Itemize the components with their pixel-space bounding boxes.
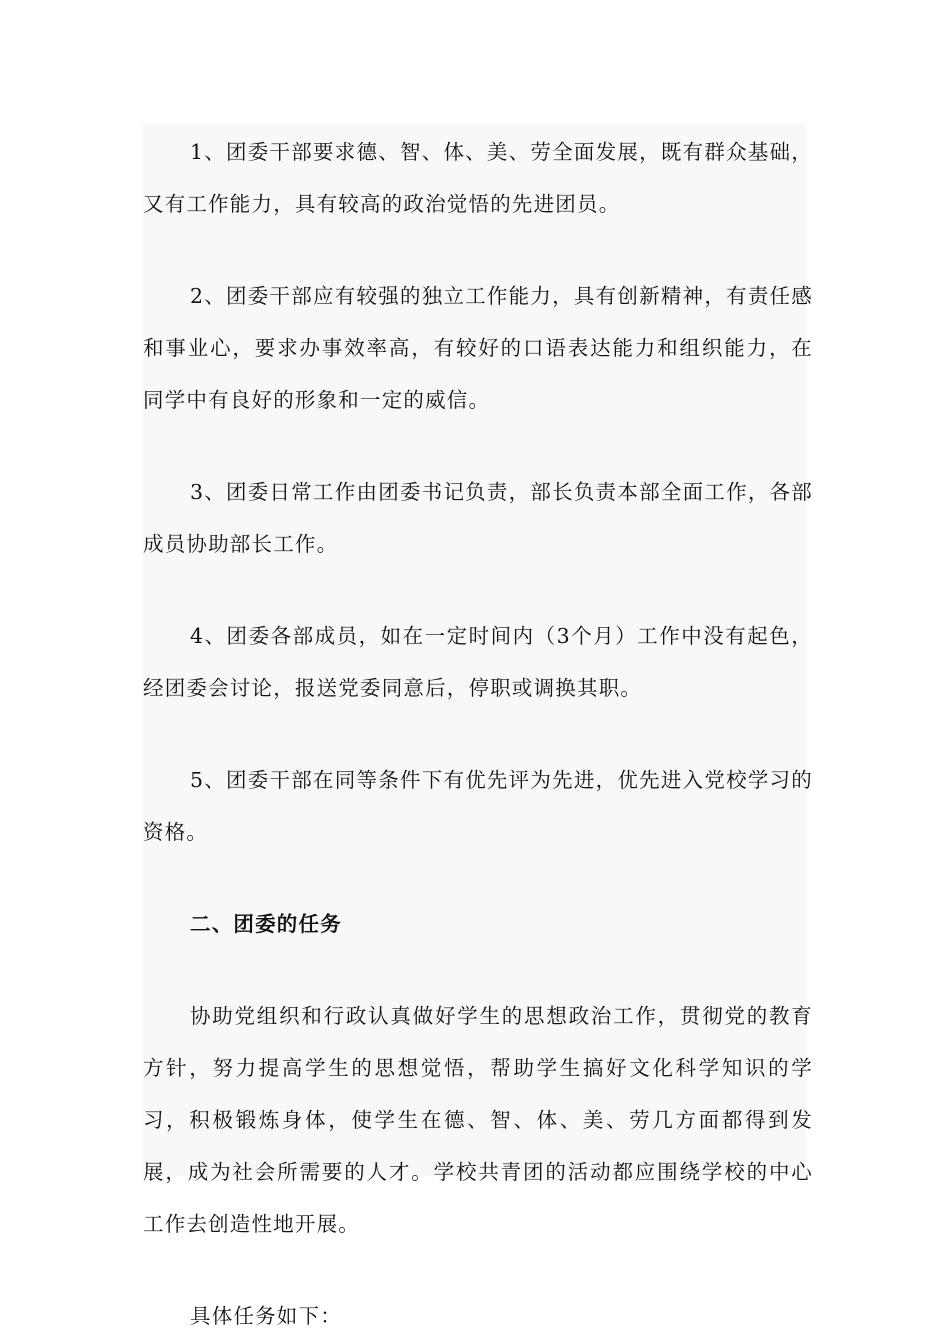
task-paragraph: 协助党组织和行政认真做好学生的思想政治工作，贯彻党的教育方针，努力提高学生的思想觉悟，帮助学生搞好文化科学知识的学习，积极锻炼身体，使学生在德、智、体、美、劳几方面都得到发展，成为社会所需要的人才。学校共青团的活动都应围绕学校的中心工作去创造性地开展。 [143,1004,813,1236]
paragraph-3: 3、团委日常工作由团委书记负责，部长负责本部全面工作，各部成员协助部长工作。 [143,480,813,556]
paragraph-5: 5、团委干部在同等条件下有优先评为先进，优先进入党校学习的资格。 [143,768,813,844]
document-text-block [143,124,813,1328]
section-heading: 二、团委的任务 [190,912,342,936]
tasks-intro: 具体任务如下： [190,1304,342,1328]
paragraph-2: 2、团委干部应有较强的独立工作能力，具有创新精神，有责任感和事业心，要求办事效率高，有较好的口语表达能力和组织能力，在同学中有良好的形象和一定的威信。 [143,284,813,412]
paragraph-1: 1、团委干部要求德、智、体、美、劳全面发展，既有群众基础，又有工作能力，具有较高的政治觉悟的先进团员。 [143,140,813,216]
paragraph-4: 4、团委各部成员，如在一定时间内（3个月）工作中没有起色，经团委会讨论，报送党委同意后，停职或调换其职。 [143,624,813,700]
